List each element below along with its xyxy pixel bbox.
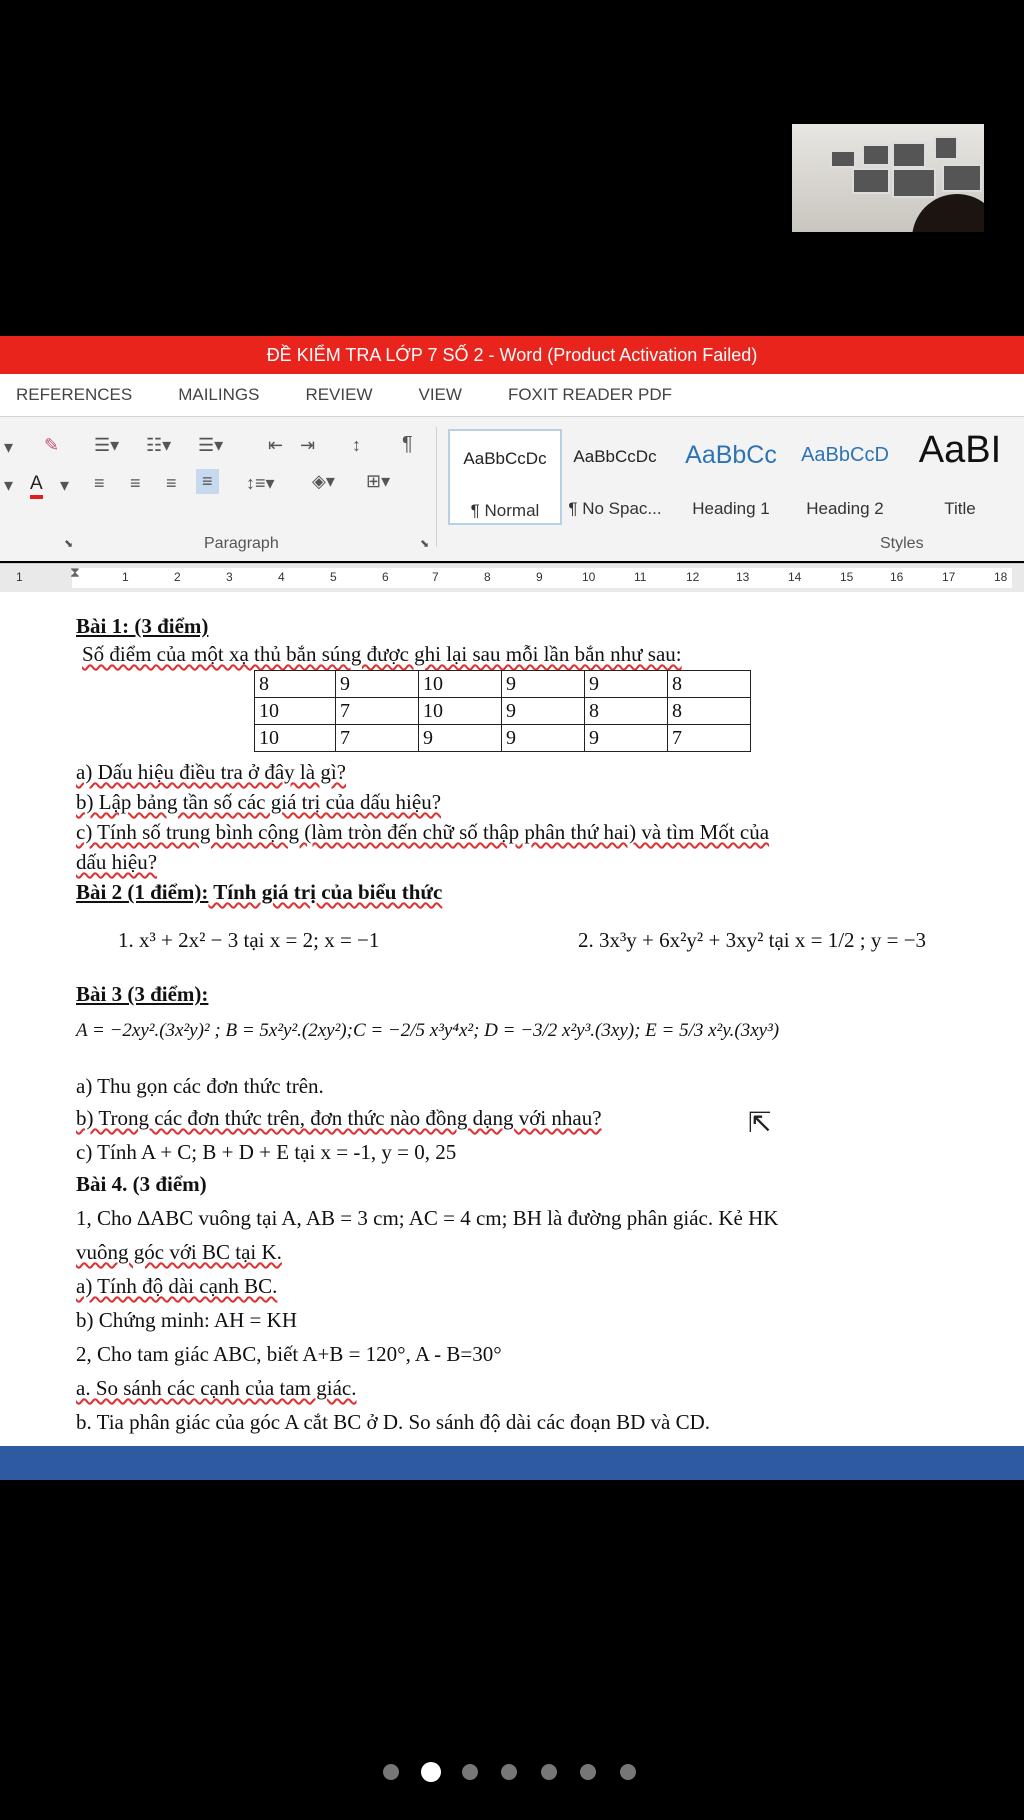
dropdown-arrow-icon[interactable]: ▾ — [4, 437, 14, 457]
table-cell: 10 — [419, 698, 502, 725]
style-name: Heading 2 — [806, 499, 884, 518]
ruler-tick: 13 — [736, 570, 750, 584]
window-title-bar — [0, 336, 1024, 374]
dropdown-arrow-icon[interactable]: ▾ — [4, 475, 14, 495]
question-4a: a) Tính độ dài cạnh BC. — [76, 1274, 278, 1298]
ribbon-tab-bar — [0, 374, 1024, 417]
ruler-tick: 1 — [122, 570, 129, 584]
show-formatting-marks-icon[interactable]: ¶ — [402, 433, 413, 455]
table-cell: 8 — [668, 698, 751, 725]
table-row — [255, 698, 751, 725]
window-title: ĐỀ KIỂM TRA LỚP 7 SỐ 2 - Word (Product Activation Failed) — [266, 344, 758, 365]
tab-references[interactable]: REFERENCES — [16, 385, 133, 404]
question-1c-cont: dấu hiệu? — [76, 850, 158, 874]
style-sample: AaBbCcDc — [463, 449, 547, 468]
style-sample: AaBI — [918, 429, 1002, 471]
style-name: ¶ Normal — [470, 501, 540, 520]
table-cell: 10 — [255, 698, 336, 725]
page-dot[interactable] — [383, 1764, 399, 1780]
clear-formatting-icon[interactable]: ✎ — [44, 435, 60, 455]
font-color-icon[interactable]: A — [30, 473, 43, 499]
dialog-launcher-icon[interactable]: ⬊ — [420, 538, 430, 550]
ruler-tick: 5 — [330, 570, 337, 584]
ruler-tick: 3 — [226, 570, 233, 584]
bai2-question-2: 2. 3x³y + 6x²y² + 3xy² tại x = 1/2 ; y = −3 — [578, 928, 927, 952]
ruler-tick: 1 — [16, 570, 23, 584]
ruler-tick: 9 — [536, 570, 543, 584]
table-cell: 9 — [502, 671, 585, 698]
ruler-tick: 2 — [174, 570, 181, 584]
question-4-1-cont: vuông góc với BC tại K. — [76, 1240, 282, 1264]
borders-icon[interactable]: ⊞▾ — [366, 471, 391, 491]
page-dot-active[interactable] — [421, 1762, 441, 1782]
style-heading-2[interactable] — [790, 429, 900, 521]
numbering-icon[interactable]: ☷▾ — [146, 435, 172, 455]
question-1c: c) Tính số trung bình cộng (làm tròn đến chữ số thập phân thứ hai) và tìm Mốt của — [76, 820, 770, 844]
table-cell: 8 — [255, 671, 336, 698]
ruler-tick: 11 — [634, 570, 647, 584]
table-row — [255, 725, 751, 752]
bai4-title: Bài 4. (3 điểm) — [76, 1172, 207, 1196]
style-name: Heading 1 — [692, 499, 770, 518]
table-cell: 8 — [668, 671, 751, 698]
question-3c: c) Tính A + C; B + D + E tại x = -1, y = 0, 25 — [76, 1140, 457, 1164]
table-cell: 9 — [336, 671, 419, 698]
bai2-question-1: 1. x³ + 2x² − 3 tại x = 2; x = −1 — [118, 928, 380, 952]
horizontal-ruler[interactable] — [0, 563, 1024, 593]
increase-indent-icon[interactable]: ⇥ — [300, 435, 316, 455]
style-name: ¶ No Spac... — [568, 499, 662, 518]
question-4b: b) Chứng minh: AH = KH — [76, 1308, 297, 1332]
table-cell: 9 — [502, 725, 585, 752]
document-page[interactable] — [0, 592, 1024, 1446]
table-cell: 7 — [336, 698, 419, 725]
page-dot[interactable] — [501, 1764, 517, 1780]
bai3-title: Bài 3 (3 điểm): — [76, 982, 209, 1006]
style-sample: AaBbCcD — [801, 444, 889, 466]
line-spacing-icon[interactable]: ↕≡▾ — [246, 473, 275, 493]
question-4-2: 2, Cho tam giác ABC, biết A+B = 120°, A - B=30° — [76, 1342, 502, 1366]
question-3b: b) Trong các đơn thức trên, đơn thức nào đồng dạng với nhau? — [76, 1106, 602, 1130]
table-cell: 10 — [255, 725, 336, 752]
table-row — [255, 671, 751, 698]
style-sample: AaBbCc — [685, 441, 777, 469]
sort-icon[interactable]: ↕ — [352, 435, 361, 455]
page-dot[interactable] — [620, 1764, 636, 1780]
table-cell: 10 — [419, 671, 502, 698]
question-1a: a) Dấu hiệu điều tra ở đây là gì? — [76, 760, 346, 784]
table-cell: 9 — [585, 725, 668, 752]
ruler-tick: 10 — [582, 570, 596, 584]
bai1-intro: Số điểm của một xạ thủ bắn súng được ghi lại sau mỗi lần bắn như sau: — [82, 642, 682, 666]
align-right-icon[interactable]: ≡ — [166, 473, 177, 493]
bai2-title: Bài 2 (1 điểm): — [76, 880, 209, 904]
dropdown-arrow-icon[interactable]: ▾ — [60, 475, 70, 495]
style-normal[interactable] — [448, 429, 562, 525]
style-name: Title — [944, 499, 976, 518]
page-dot[interactable] — [462, 1764, 478, 1780]
table-cell: 9 — [585, 671, 668, 698]
style-heading-1[interactable] — [676, 429, 786, 521]
ruler-tick: 18 — [994, 570, 1008, 584]
ruler-tick: 14 — [788, 570, 802, 584]
table-cell: 7 — [668, 725, 751, 752]
bullets-icon[interactable]: ☰▾ — [94, 435, 120, 455]
bai1-title: Bài 1: (3 điểm) — [76, 614, 209, 638]
decrease-indent-icon[interactable]: ⇤ — [268, 435, 284, 455]
style-no-spacing[interactable] — [560, 429, 670, 521]
ruler-tick: 15 — [840, 570, 854, 584]
style-title[interactable] — [904, 429, 1016, 521]
question-1b: b) Lập bảng tần số các giá trị của dấu hiệu? — [76, 790, 442, 814]
page-dot[interactable] — [580, 1764, 596, 1780]
table-cell: 8 — [585, 698, 668, 725]
ruler-tick: 12 — [686, 570, 700, 584]
question-3a: a) Thu gọn các đơn thức trên. — [76, 1074, 324, 1098]
score-table — [254, 670, 751, 752]
align-left-icon[interactable]: ≡ — [94, 473, 105, 493]
shading-icon[interactable]: ◈▾ — [312, 471, 335, 491]
dialog-launcher-icon[interactable]: ⬊ — [64, 538, 74, 550]
ruler-tick: 17 — [942, 570, 956, 584]
justify-icon[interactable]: ≡ — [196, 469, 219, 494]
styles-group-label: Styles — [880, 535, 924, 552]
align-center-icon[interactable]: ≡ — [130, 473, 141, 493]
bai2-heading — [76, 880, 442, 905]
question-4-2b: b. Tia phân giác của góc A cắt BC ở D. So sánh độ dài các đoạn BD và CD. — [76, 1410, 711, 1434]
tab-mailings[interactable]: MAILINGS — [178, 385, 260, 404]
ruler-tick: 7 — [432, 570, 439, 584]
table-cell: 9 — [502, 698, 585, 725]
ruler-tick: 8 — [484, 570, 491, 584]
bai3-expressions: A = −2xy².(3x²y)² ; B = 5x²y².(2xy²);C = −2/5 x³y⁴x²; D = −3/2 x²y³.(3xy); E = 5/3 x²y.(3xy³) — [76, 1020, 780, 1041]
ruler-tick: 6 — [382, 570, 389, 584]
question-4-1: 1, Cho ∆ABC vuông tại A, AB = 3 cm; AC = 4 cm; BH là đường phân giác. Kẻ HK — [76, 1206, 779, 1230]
status-bar — [0, 1446, 1024, 1480]
tab-review[interactable]: REVIEW — [305, 385, 373, 404]
paragraph-group-label: Paragraph — [204, 535, 279, 552]
table-cell: 9 — [419, 725, 502, 752]
page-dot[interactable] — [541, 1764, 557, 1780]
ruler-tick: 4 — [278, 570, 285, 584]
question-4-2a: a. So sánh các cạnh của tam giác. — [76, 1376, 357, 1400]
webcam-overlay — [792, 124, 984, 232]
style-sample: AaBbCcDc — [573, 447, 657, 466]
table-cell: 7 — [336, 725, 419, 752]
bai2-subtitle: Tính giá trị của biểu thức — [208, 880, 443, 904]
tab-foxit-reader-pdf[interactable]: FOXIT READER PDF — [507, 385, 672, 404]
multilevel-list-icon[interactable]: ☰▾ — [198, 435, 224, 455]
tab-view[interactable]: VIEW — [418, 385, 462, 404]
mouse-cursor-icon: ⇱ — [748, 1107, 772, 1138]
indent-marker-icon[interactable]: ⧗ — [70, 564, 80, 580]
ruler-tick: 16 — [890, 570, 904, 584]
ribbon — [0, 417, 1024, 561]
